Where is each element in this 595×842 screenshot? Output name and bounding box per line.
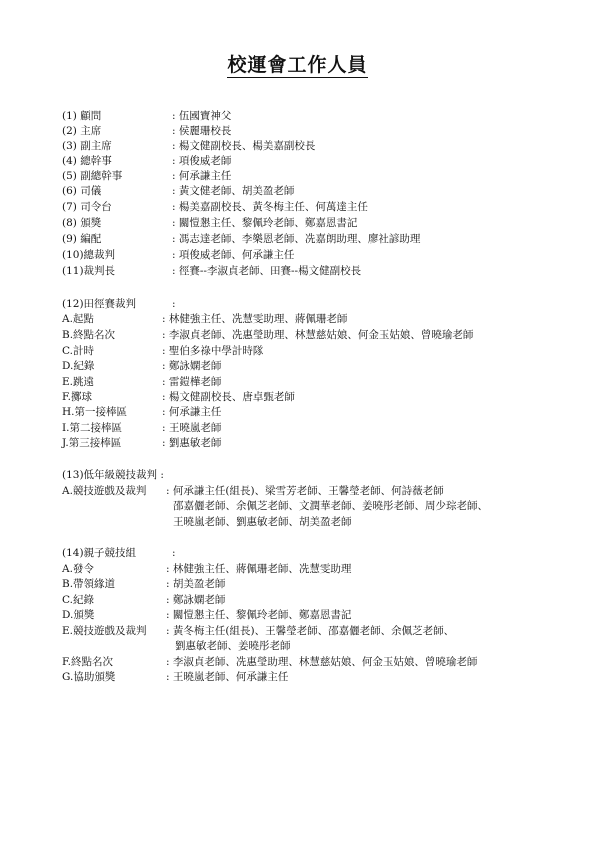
staff-role: (9) 編配	[62, 233, 102, 245]
item-value-line: 劉惠敏老師、姜曉彤老師	[175, 640, 291, 652]
item-value: : 林健強主任、蔣佩珊老師、冼慧雯助理	[166, 563, 352, 575]
item-label: B.帶領緣道	[62, 578, 116, 590]
item-label: C.紀錄	[62, 594, 94, 606]
item-label: F.擲球	[62, 391, 92, 403]
item-value: : 胡美盈老師	[166, 578, 226, 590]
item-value-line: 王曉嵐老師、劉惠敏老師、胡美盈老師	[173, 516, 352, 528]
item-label: A.起點	[62, 313, 94, 325]
item-label: D.紀錄	[62, 360, 95, 372]
item-value: : 劉惠敏老師	[162, 437, 222, 449]
staff-names: : 項俊威老師	[172, 155, 232, 167]
item-value: : 黃冬梅主任(組長)、王馨瑩老師、邵嘉儷老師、余佩芝老師、	[166, 625, 455, 637]
staff-names: : 楊文健副校長、楊美嘉副校長	[172, 140, 316, 152]
item-label: J.第三接棒區	[62, 437, 122, 449]
staff-role: (5) 副總幹事	[62, 170, 123, 182]
staff-names: : 楊美嘉副校長、黃冬梅主任、何萬達主任	[172, 201, 368, 213]
item-label: F.終點名次	[62, 656, 113, 668]
staff-names: : 侯麗珊校長	[172, 125, 232, 137]
heading-colon: :	[172, 547, 176, 559]
page-title: 校運會工作人員	[227, 54, 368, 76]
item-value: : 楊文健副校長、唐卓甄老師	[162, 391, 295, 403]
item-value: : 關愷懇主任、黎佩玲老師、鄭嘉恩書記	[166, 609, 352, 621]
staff-names: : 關愷懇主任、黎佩玲老師、鄭嘉恩書記	[172, 217, 358, 229]
item-value-line: : 何承謙主任(組長)、梁雪芳老師、王馨瑩老師、何詩薇老師	[166, 485, 444, 497]
staff-names: : 徑賽--李淑貞老師、田賽--楊文健副校長	[172, 265, 362, 277]
item-value: : 王曉嵐老師、何承謙主任	[166, 671, 289, 683]
item-value: : 鄭詠嫻老師	[166, 594, 226, 606]
staff-names: : 項俊威老師、何承謙主任	[172, 249, 295, 261]
item-value: : 王曉嵐老師	[162, 422, 222, 434]
staff-role: (4) 總幹事	[62, 155, 112, 167]
item-label: A.發令	[62, 563, 94, 575]
staff-role: (11)裁判長	[62, 265, 116, 277]
staff-role: (7) 司令台	[62, 201, 112, 213]
staff-role: (6) 司儀	[62, 185, 102, 197]
staff-role: (1) 顧問	[62, 110, 102, 122]
item-value: : 何承謙主任	[162, 406, 222, 418]
item-label: B.終點名次	[62, 329, 116, 341]
section-heading: (12)田徑賽裁判	[62, 298, 137, 310]
item-label: C.計時	[62, 345, 94, 357]
staff-role: (3) 副主席	[62, 140, 112, 152]
item-label: I.第二接棒區	[62, 422, 122, 434]
item-value: : 李淑貞老師、冼惠瑩助理、林慧慈姑娘、何金玉姑娘、曾曉瑜老師	[166, 656, 478, 668]
section-heading: (13)低年級競技裁判 :	[62, 469, 164, 481]
item-label: A.競技遊戲及裁判	[62, 485, 147, 497]
item-value: : 雷鎧樺老師	[162, 376, 222, 388]
item-label: G.協助頒獎	[62, 671, 116, 683]
staff-role: (10)總裁判	[62, 249, 116, 261]
staff-role: (2) 主席	[62, 125, 102, 137]
item-label: E.競技遊戲及裁判	[62, 625, 147, 637]
item-label: E.跳遠	[62, 376, 95, 388]
staff-role: (8) 頒獎	[62, 217, 102, 229]
item-value-line: 邵嘉儷老師、余佩芝老師、文潤華老師、姜曉彤老師、周少琮老師、	[173, 500, 488, 512]
heading-colon: :	[172, 298, 176, 310]
staff-names: : 馮志達老師、李樂恩老師、冼嘉朗助理、廖社諺助理	[172, 233, 421, 245]
staff-names: : 何承謙主任	[172, 170, 232, 182]
item-value: : 李淑貞老師、冼惠瑩助理、林慧慈姑娘、何金玉姑娘、曾曉瑜老師	[162, 329, 474, 341]
section-heading: (14)親子競技組	[62, 547, 137, 559]
item-value: : 聖伯多祿中學計時隊	[162, 345, 264, 357]
staff-names: : 黃文健老師、胡美盈老師	[172, 185, 295, 197]
item-label: H.第一接棒區	[62, 406, 127, 418]
item-value: : 鄭詠嫻老師	[162, 360, 222, 372]
item-value: : 林健強主任、冼慧雯助理、蔣佩珊老師	[162, 313, 348, 325]
item-label: D.頒獎	[62, 609, 95, 621]
staff-names: : 伍國寶神父	[172, 110, 232, 122]
